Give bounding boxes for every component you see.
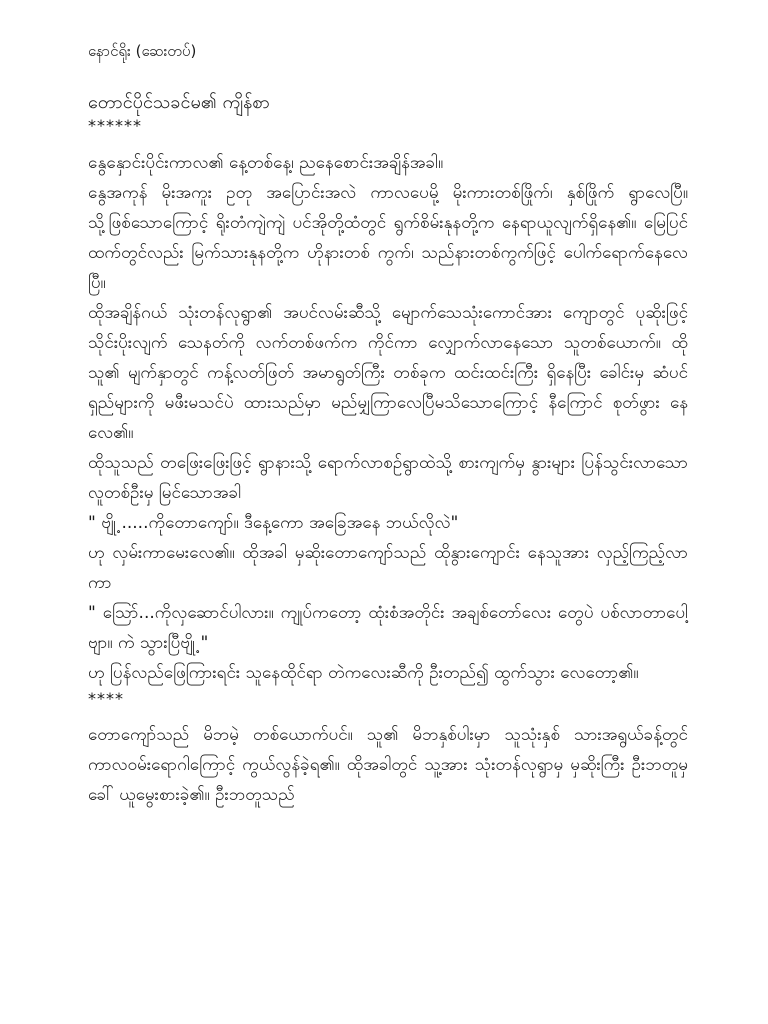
- dialogue-2: " သြော်...ကိုလှဆောင်ပါလား။ ကျုပ်ကတော့ ထုံးစံအတိုင်း အချစ်တော်လေး တွေပဲ ပစ်လာတာပေါ့ဗျာ။ ကဲ သွားပြီဗျို့ ": [88, 603, 688, 653]
- document-page: [88, 40, 688, 810]
- section-separator-mid: ****: [88, 689, 124, 708]
- dialogue-1: " ဗျို့ .....ကိုတောကျော်။ ဒီနေ့ကော အခြေအနေ ဘယ်လိုလဲ": [88, 513, 459, 533]
- paragraph-7: တောကျော်သည် မိဘမဲ့ တစ်ယောက်ပင်။ သူ၏ မိဘနှစ်ပါးမှာ သူသုံးနှစ် သားအရွယ်ခန့်တွင် ကာလဝမ်းရောဂါကြောင့် ကွယ်လွန်ခဲ့ရ၏။ ထိုအခါတွင် သူ့အား သုံးတန်လုရွာမှ မှဆိုးကြီး ဦးဘတူမှ ခေါ် ယူမွေးစားခဲ့၏။ ဦးဘတူသည်: [88, 725, 688, 805]
- author-line: နောင်ရိုး (ဆေးတပ်): [88, 42, 197, 60]
- paragraph-1: နွေနှောင်းပိုင်းကာလ၏ နေ့တစ်နေ့၊ ညနေစောင်းအချိန်အခါ။: [88, 153, 444, 173]
- paragraph-2: နွေအကုန် မိုးအကူး ဥတု အပြောင်းအလဲ ကာလပေမို့ မိုးကားတစ်ဖြိုက်၊ နှစ်ဖြိုက် ရွာလေပြီ။ သို့ဖြစ်သောကြောင့် ရိုးတံကျဲကျဲ ပင်အိုတို့ထံတွင် ရွက်စိမ်းနုနတို့က နေရာယူလျက်ရှိနေ၏။ မြေပြင်ထက်တွင်လည်း မြက်သားနုနတို့က ဟိုနားတစ် ကွက်၊ သည်နားတစ်ကွက်ဖြင့် ပေါက်ရောက်နေလေပြီ။: [88, 183, 688, 293]
- story-title: တောင်ပိုင်သခင်မ၏ ကျိန်စာ: [88, 92, 270, 113]
- paragraph-5: ဟု လှမ်းကာမေးလေ၏။ ထိုအခါ မှဆိုးတောကျော်သည် ထိုနွားကျောင်း နေသူအား လှည့်ကြည့်လာကာ: [88, 543, 688, 593]
- section-separator-top: ******: [88, 116, 142, 135]
- paragraph-4: ထိုသူသည် တဖြေးဖြေးဖြင့် ရွာနားသို့ ရောက်လာစဉ်ရွာထဲသို့ စားကျက်မှ နွားများ ပြန်သွင်းလာသော လူတစ်ဦးမှ မြင်သောအခါ: [88, 453, 688, 503]
- paragraph-3: ထိုအချိန်ဂယ် သုံးတန်လုရွာ၏ အပင်လမ်းဆီသို့ မျောက်သေသုံးကောင်အား ကျောတွင် ပုဆိုးဖြင့် သိုင်းပိုးလျက် သေနတ်ကို လက်တစ်ဖက်က ကိုင်ကာ လျှောက်လာနေသော သူတစ်ယောက်။ ထိုသူ၏ မျက်နှာတွင် ကန့်လတ်ဖြတ် အမာရွတ်ကြီး တစ်ခုက ထင်းထင်းကြီး ရှိနေပြီး ခေါင်းမှ ဆံပင်ရှည်များကို မဖီးမသင်ပဲ ထားသည်မှာ မည်မျှကြာလေပြီမသိသောကြောင့် နီကြောင် စုတ်ဖွား နေလေ၏။: [88, 303, 688, 443]
- paragraph-6: ဟု ပြန်လည်ဖြေကြားရင်း သူနေထိုင်ရာ တဲကလေးဆီကို ဦးတည်၍ ထွက်သွား လေတော့၏။: [88, 663, 639, 683]
